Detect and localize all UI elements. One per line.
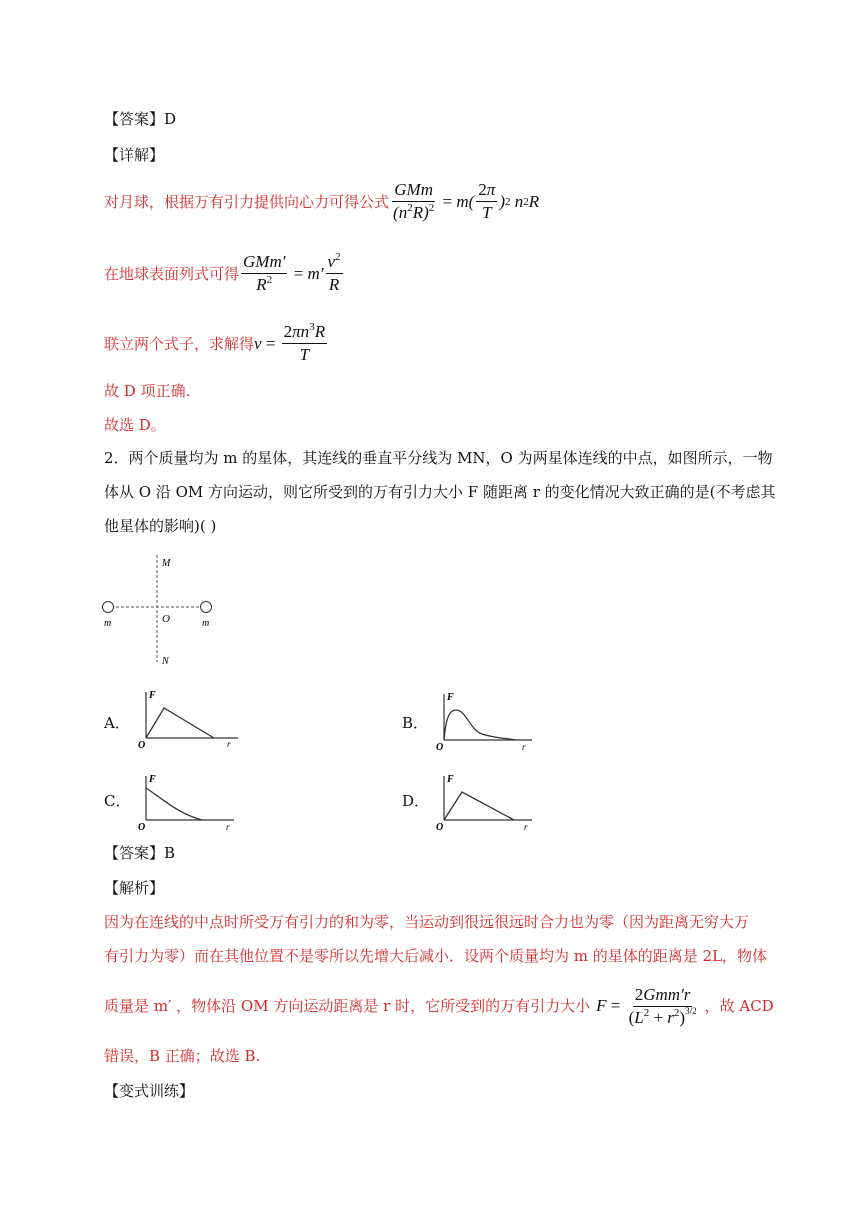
q1-step3-text: 联立两个式子，求解得 <box>104 334 255 353</box>
q1-step2 <box>104 252 345 295</box>
label-O: O <box>436 742 444 752</box>
label-m-right: m <box>202 618 210 629</box>
option-c-label: C． <box>104 792 131 810</box>
q2-setup-figure <box>96 550 226 670</box>
q2-answer-tag: 【答案】B <box>104 844 176 862</box>
q2-analysis-line-3b: ，故 ACD <box>704 997 774 1015</box>
option-a-label: A． <box>104 714 130 732</box>
star-right <box>201 602 212 613</box>
variant-training-tag: 【变式训练】 <box>104 1082 195 1100</box>
q1-step2-text: 在地球表面列式可得 <box>104 264 240 283</box>
label-O: O <box>162 613 170 625</box>
label-F: F <box>149 690 156 701</box>
q2-analysis-line-4: 错误，B 正确；故选 B. <box>104 1047 261 1065</box>
label-m-left: m <box>104 618 112 629</box>
label-O: O <box>138 822 146 833</box>
q2-stem-line-2: 体从 O 沿 OM 方向运动，则它所受到的万有引力大小 F 随距离 r 的变化情况大致正确的是(不考虑其 <box>104 483 776 501</box>
q1-conclusion: 故 D 项正确. <box>104 382 191 400</box>
option-d-label: D． <box>402 792 430 810</box>
star-left <box>103 602 114 613</box>
curve-d <box>444 792 514 820</box>
q1-answer-tag: 【答案】D <box>104 110 177 128</box>
label-F: F <box>447 774 454 785</box>
label-r: r <box>522 742 526 752</box>
option-d-graph <box>432 770 542 834</box>
label-O: O <box>138 740 146 750</box>
curve-a <box>146 708 214 738</box>
label-N: N <box>162 656 169 667</box>
q1-step1 <box>104 180 539 223</box>
label-r: r <box>226 822 230 832</box>
option-a-graph <box>134 686 244 750</box>
q1-formula-1: $\frac{\text{GMm}}{(n^2R)^2}$ = m( $\frac{2\pi}{T}$ ) 2 n 2 R <box>393 180 540 222</box>
q2-analysis-tag: 【解析】 <box>104 879 165 897</box>
q2-analysis-line-2: 有引力为零）而在其他位置不是零所以先增大后减小．设两个质量均为 m 的星体的距离是 2L，物体 <box>104 947 768 965</box>
label-F: F <box>447 692 454 703</box>
q1-formula-3: v = $\frac{2\pi n^3R}{T}$ <box>254 321 326 364</box>
q2-force-formula: F = $\frac{\text{2Gmm′r}}{(L^2 + r^2)^{3/2}}$ <box>596 984 697 1027</box>
label-M: M <box>162 558 171 569</box>
q2-stem-line-3: 他星体的影响)( ) <box>104 517 217 535</box>
q1-detail-tag: 【详解】 <box>104 146 165 164</box>
q1-formula-2: $\frac{\text{GMm′}}{R^2}$ = m′ $\frac{v^2}{R}$ <box>243 251 341 294</box>
label-O: O <box>436 822 444 833</box>
q1-step1-text: 对月球，根据万有引力提供向心力可得公式 <box>104 192 390 211</box>
q2-analysis-line-3a: 质量是 m′ ，物体沿 OM 方向运动距离是 r 时，它所受到的万有引力大小 <box>104 997 591 1015</box>
label-r: r <box>227 739 231 749</box>
q2-stem-line-1: 2．两个质量均为 m 的星体，其连线的垂直平分线为 MN，O 为两星体连线的中点，如图所示，一物 <box>104 449 773 467</box>
label-r: r <box>524 822 528 832</box>
option-b-label: B． <box>402 714 429 732</box>
curve-c <box>146 788 202 820</box>
q1-choice: 故选 D。 <box>104 416 166 434</box>
option-c-graph <box>134 770 244 834</box>
q2-analysis-line-1: 因为在连线的中点时所受万有引力的和为零，当运动到很远很远时合力也为零（因为距离无穷大万 <box>104 913 750 931</box>
option-b-graph <box>432 688 542 752</box>
q1-step3 <box>104 322 329 365</box>
label-F: F <box>149 774 156 785</box>
q2-analysis-line-3 <box>104 975 774 1037</box>
curve-b <box>444 710 516 740</box>
